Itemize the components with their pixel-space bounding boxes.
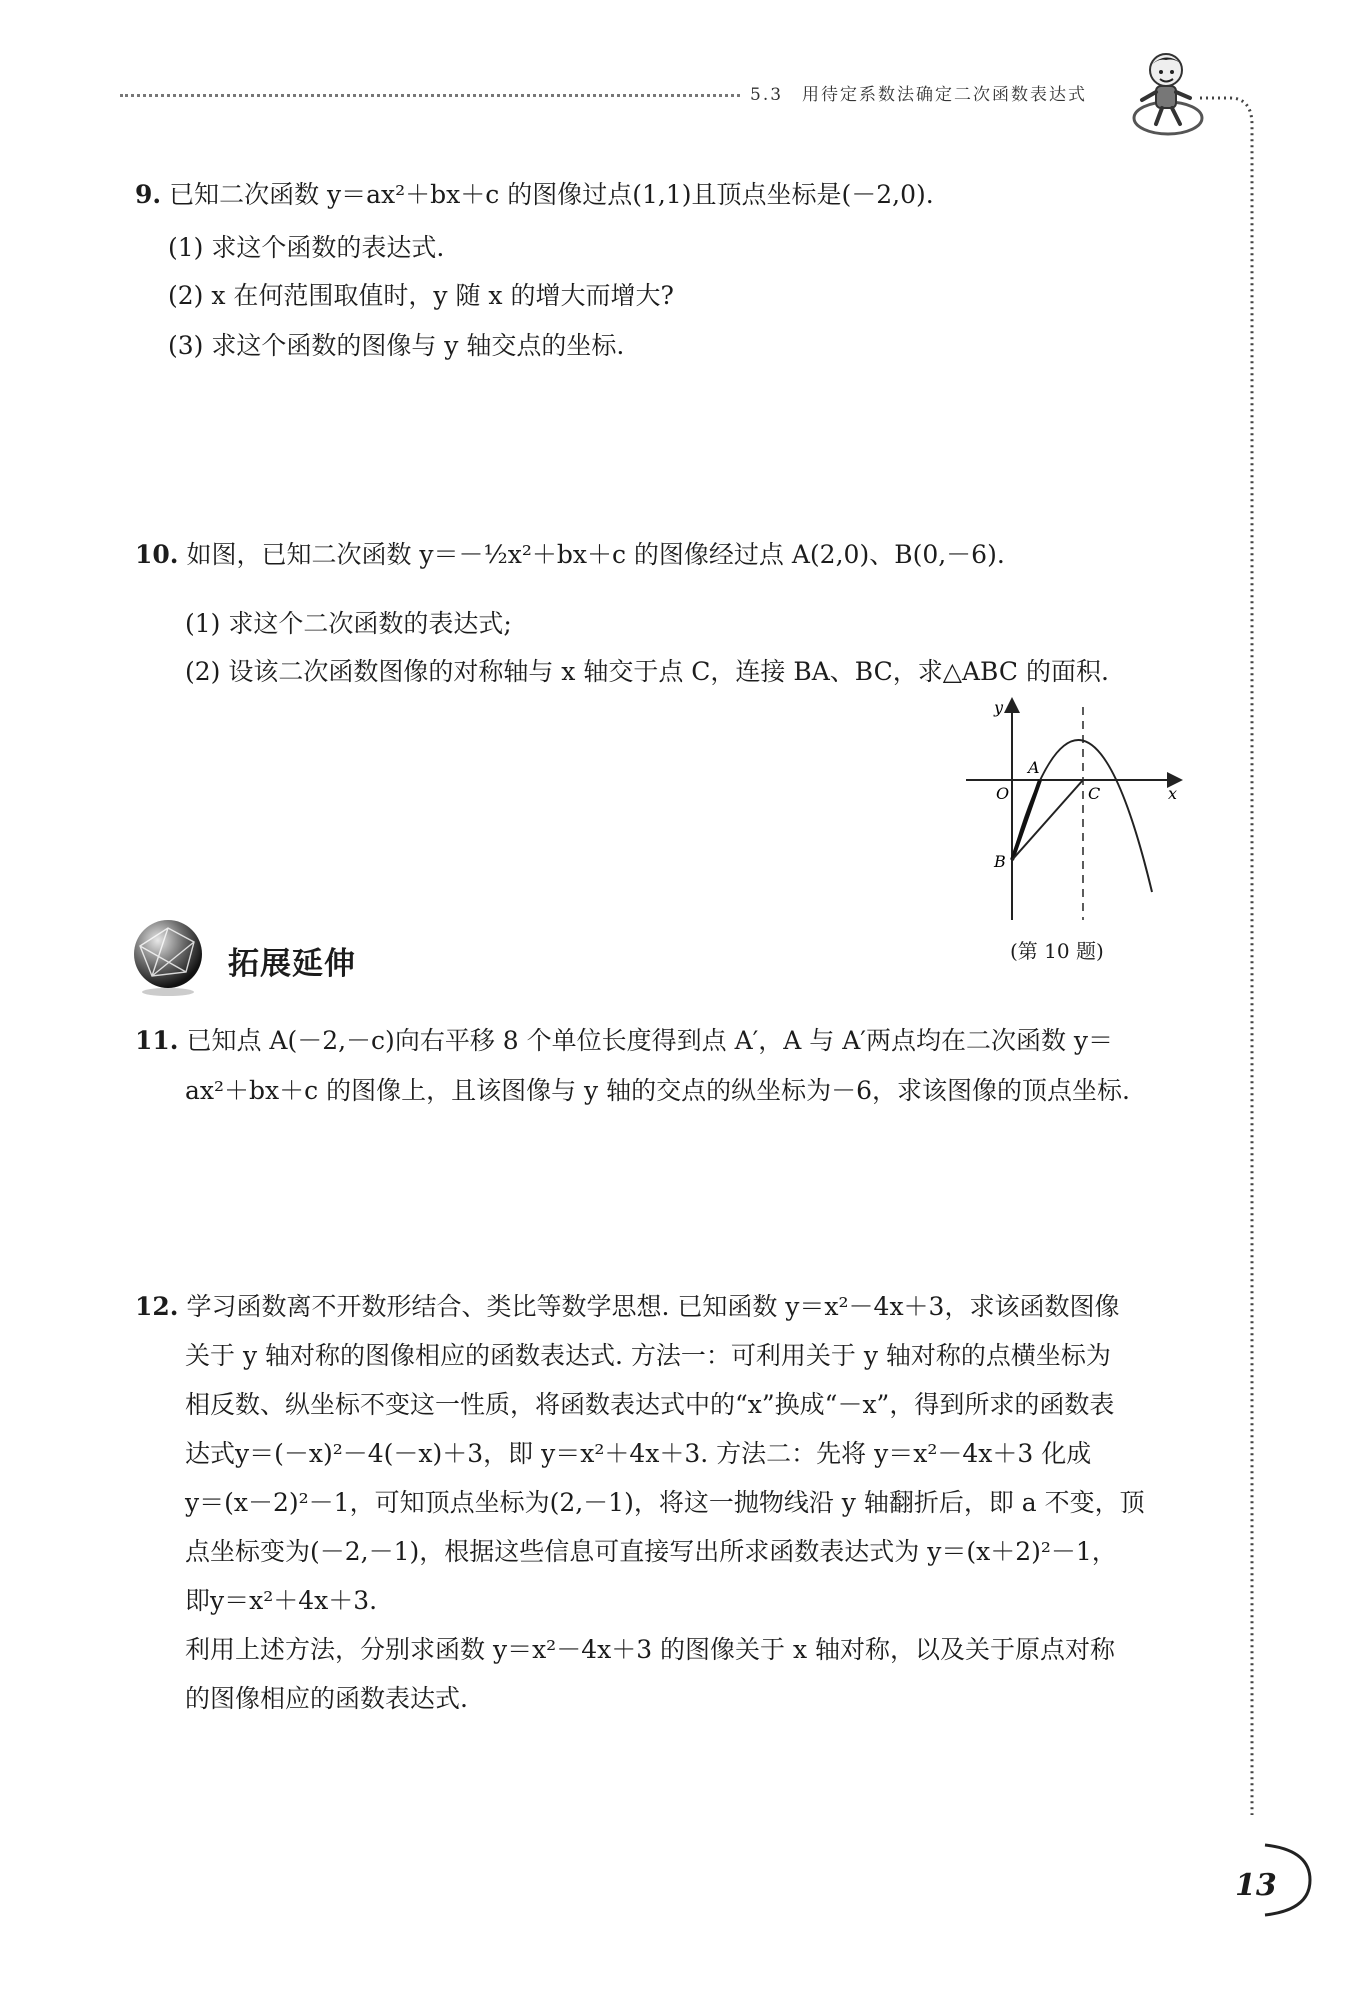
q9-part-2: (2) x 在何范围取值时，y 随 x 的增大而增大? bbox=[168, 281, 674, 310]
question-number: 11. bbox=[135, 1026, 179, 1055]
q11-continuation bbox=[185, 1066, 1215, 1115]
question-12 bbox=[135, 1282, 1119, 1331]
question-line: 相反数、纵坐标不变这一性质，将函数表达式中的“x”换成“－x”，得到所求的函数表 bbox=[185, 1390, 1115, 1419]
label-o: O bbox=[996, 784, 1010, 803]
question-number: 10. bbox=[135, 540, 179, 569]
label-y: y bbox=[994, 698, 1004, 717]
question-number: 12. bbox=[135, 1292, 179, 1321]
question-9 bbox=[135, 170, 934, 219]
label-x: x bbox=[1168, 784, 1178, 803]
question-line: ax²＋bx＋c 的图像上，且该图像与 y 轴的交点的纵坐标为－6，求该图像的顶点坐标. bbox=[185, 1076, 1130, 1105]
q10-part-1: (1) 求这个二次函数的表达式; bbox=[185, 609, 512, 638]
question-11 bbox=[135, 1016, 1113, 1065]
question-line: 达式y＝(－x)²－4(－x)＋3，即 y＝x²＋4x＋3. 方法二：先将 y＝x²－4x＋3 化成 bbox=[185, 1439, 1092, 1468]
figure-caption: (第 10 题) bbox=[1010, 939, 1104, 963]
question-number: 9. bbox=[135, 180, 162, 209]
question-line: y＝(x－2)²－1，可知顶点坐标为(2,－1)，将这一抛物线沿 y 轴翻折后，即 a 不变，顶 bbox=[185, 1488, 1145, 1517]
label-b: B bbox=[994, 852, 1006, 871]
label-c: C bbox=[1088, 784, 1101, 803]
page-number: 13 bbox=[1235, 1868, 1277, 1903]
label-a: A bbox=[1028, 758, 1040, 777]
question-10 bbox=[135, 530, 1005, 579]
question-line: 的图像相应的函数表达式. bbox=[185, 1684, 468, 1713]
question-line: 点坐标变为(－2,－1)，根据这些信息可直接写出所求函数表达式为 y＝(x＋2)²－1， bbox=[185, 1537, 1117, 1566]
question-line: 学习函数离不开数形结合、类比等数学思想. 已知函数 y＝x²－4x＋3，求该函数图像 bbox=[186, 1292, 1120, 1321]
q10-figure bbox=[960, 695, 1190, 925]
globe-icon bbox=[128, 916, 210, 998]
segment-bc bbox=[1012, 780, 1083, 860]
segment-ba bbox=[1012, 780, 1040, 860]
section-title: 拓展延伸 bbox=[228, 946, 356, 982]
question-text: 已知二次函数 y＝ax²＋bx＋c 的图像过点(1,1)且顶点坐标是(－2,0). bbox=[169, 180, 934, 209]
q10-part-2: (2) 设该二次函数图像的对称轴与 x 轴交于点 C，连接 BA、BC，求△ABC 的面积. bbox=[185, 657, 1109, 686]
mascot-icon bbox=[1128, 48, 1208, 138]
header-rule bbox=[120, 94, 740, 97]
section-header: 5.3 用待定系数法确定二次函数表达式 bbox=[750, 85, 1088, 105]
q9-part-3: (3) 求这个函数的图像与 y 轴交点的坐标. bbox=[168, 331, 625, 360]
question-line: 关于 y 轴对称的图像相应的函数表达式. 方法一：可利用关于 y 轴对称的点横坐标为 bbox=[185, 1341, 1111, 1370]
question-line: 即y＝x²＋4x＋3. bbox=[185, 1586, 378, 1615]
question-text: 如图，已知二次函数 y＝－½x²＋bx＋c 的图像经过点 A(2,0)、B(0,－6). bbox=[186, 540, 1005, 569]
question-line: 已知点 A(－2,－c)向右平移 8 个单位长度得到点 A′，A 与 A′两点均在二次函数 y＝ bbox=[186, 1026, 1114, 1055]
question-line: 利用上述方法，分别求函数 y＝x²－4x＋3 的图像关于 x 轴对称，以及关于原点对称 bbox=[185, 1635, 1116, 1664]
q12-continuation bbox=[185, 1331, 1215, 1723]
q9-part-1: (1) 求这个函数的表达式. bbox=[168, 233, 445, 262]
